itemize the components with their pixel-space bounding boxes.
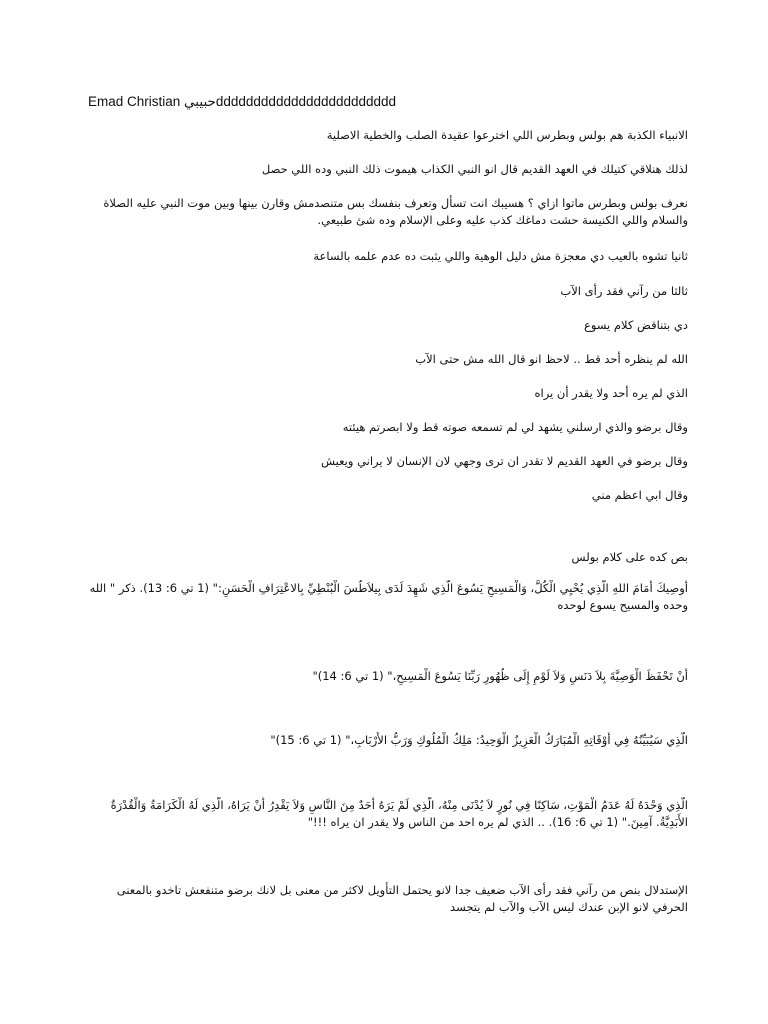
paragraph-cannot-see-face: وقال برضو في العهد القديم لا تقدر ان ترى وجهي لان الإنسان لا يراني ويعيش [320,454,688,468]
quote-verse-13: أُوصِيكَ أَمَامَ اللهِ الَّذِي يُحْيِي الْكُلَّ، وَالْمَسِيحِ يَسُوعَ الَّذِي شَهِدَ لَدَى بِيلاَطُسَ الْبُنْطِيِّ بِالاعْتِرَافِ الْحَسَنِ:" (1 تي 6: 13). ذكر " الله وحده والمسيح يسوع لوحده [89,581,688,612]
document-title: Emad Christian حبيبيdddddddddddddddddddddddd [88,94,397,109]
paragraph-second-point: ثانيا تشوه بالعيب دي معجزة مش دليل الوهية واللي يثبت ده عدم علمه بالساعة [313,249,688,263]
paragraph-father-greater: وقال ابي اعظم مني [591,488,688,502]
paragraph-no-one-can-see: الذي لم يره أحد ولا يقدر أن يراه [534,386,688,400]
quote-verse-16: الَّذِي وَحْدَهُ لَهُ عَدَمُ الْمَوْتِ، سَاكِنًا فِي نُورٍ لاَ يُدْنَى مِنْهُ، الَّذِي لَمْ يَرَهُ أَحَدٌ مِنَ النَّاسِ وَلاَ يَقْدِرُ أَنْ يَرَاهُ، الَّذِي لَهُ الْكَرَامَةُ وَالْقُدْرَةُ الأَبَدِيَّةُ. آمِينَ." (1 تي 6: 16). .. الذي لم يره احد من الناس ولا يقدر ان يراه !!!" [110,798,688,829]
paragraph-false-prophets: الانبياء الكذبة هم بولس وبطرس اللي اخترعوا عقيدة الصلب والخطية الاصلية [326,128,688,142]
paragraph-contradiction: دي بتناقض كلام يسوع [583,318,688,332]
paragraph-no-one-saw-god: الله لم ينظره أحد قط .. لاحظ انو قال الله مش حتى الآب [415,352,688,366]
paragraph-sender-witness: وقال برضو والذي ارسلني يشهد لي لم تسمعه صوته قط ولا ابصرتم هيئته [342,420,688,434]
paragraph-paul-peter-death: نعرف بولس وبطرس ماتوا ازاي ؟ هسيبك انت تسأل وتعرف بنفسك بس متنصدمش وقارن بينها وبين موت النبي عليه الصلاة والسلام واللي الكنيسة حشت دماغك كذب عليه وعلى الإسلام وده شئ طبيعي. [103,196,688,227]
quote-verse-14: أَنْ تَحْفَظَ الْوَصِيَّةَ بِلاَ دَنَسٍ وَلاَ لَوْمٍ إِلَى ظُهُورِ رَبِّنَا يَسُوعَ الْمَسِيحِ،" (1 تي 6: 14)" [312,669,688,683]
paragraph-third-point: ثالثا من رآني فقد رأى الآب [560,284,688,298]
paragraph-old-testament: لذلك هنلاقي كتيلك في العهد القديم قال انو النبي الكذاب هيموت ذلك النبي وده اللي حصل [261,162,688,176]
quote-verse-15: الَّذِي سَيُبَيِّنُهُ فِي أَوْقَاتِهِ الْمُبَارَكُ الْعَزِيزُ الْوَحِيدُ: مَلِكُ الْمُلُوكِ وَرَبُّ الأَرْبَابِ،" (1 تي 6: 15)" [270,733,688,747]
paragraph-paul-words: بص كده على كلام بولس [571,550,688,564]
paragraph-conclusion: الإستدلال بنص من رآني فقد رأى الآب ضعيف جدا لانو يحتمل التأويل لاكثر من معنى بل لانك برضو متنفعش تاخدو بالمعنى الحرفي لانو الإبن عندك ليس الآب والآب لم يتجسد [116,883,688,914]
